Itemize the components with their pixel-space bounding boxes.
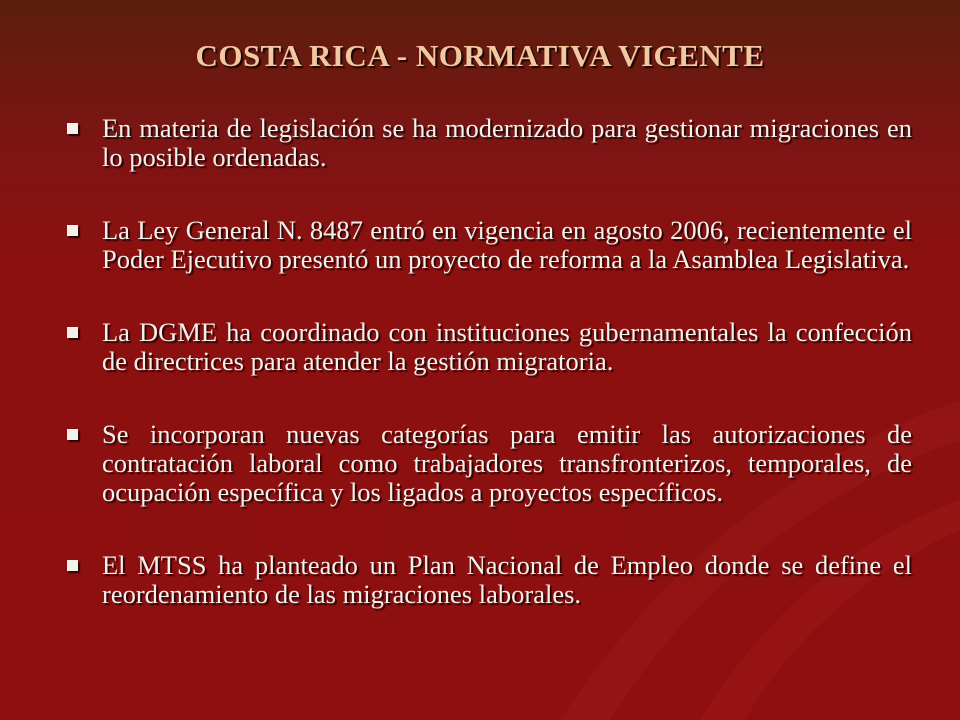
bullet-text: La Ley General N. 8487 entró en vigencia en agosto 2006, recientemente el Poder Ejecutivo presentó un proyecto de reforma a la Asamblea Legislativa. [102, 215, 912, 274]
square-bullet-icon [67, 123, 78, 134]
square-bullet-icon [67, 560, 78, 571]
bullet-text: La DGME ha coordinado con instituciones gubernamentales la confección de directrices para atender la gestión migratoria. [102, 317, 912, 376]
square-bullet-icon [67, 225, 78, 236]
bullet-item [62, 318, 912, 376]
bullet-item [62, 114, 912, 172]
bullet-text: En materia de legislación se ha modernizado para gestionar migraciones en lo posible ordenadas. [102, 113, 912, 172]
square-bullet-icon [67, 429, 78, 440]
bullet-item [62, 420, 912, 507]
bullet-item [62, 551, 912, 609]
slide-title: COSTA RICA - NORMATIVA VIGENTE [195, 38, 765, 73]
bullet-text: El MTSS ha planteado un Plan Nacional de Empleo donde se define el reordenamiento de las migraciones laborales. [102, 550, 912, 609]
bullet-item [62, 216, 912, 274]
bullet-list [62, 114, 912, 609]
bullet-text: Se incorporan nuevas categorías para emitir las autorizaciones de contratación laboral como trabajadores transfronterizos, temporales, de ocupación específica y los ligados a proyectos específicos. [102, 419, 912, 507]
square-bullet-icon [67, 327, 78, 338]
